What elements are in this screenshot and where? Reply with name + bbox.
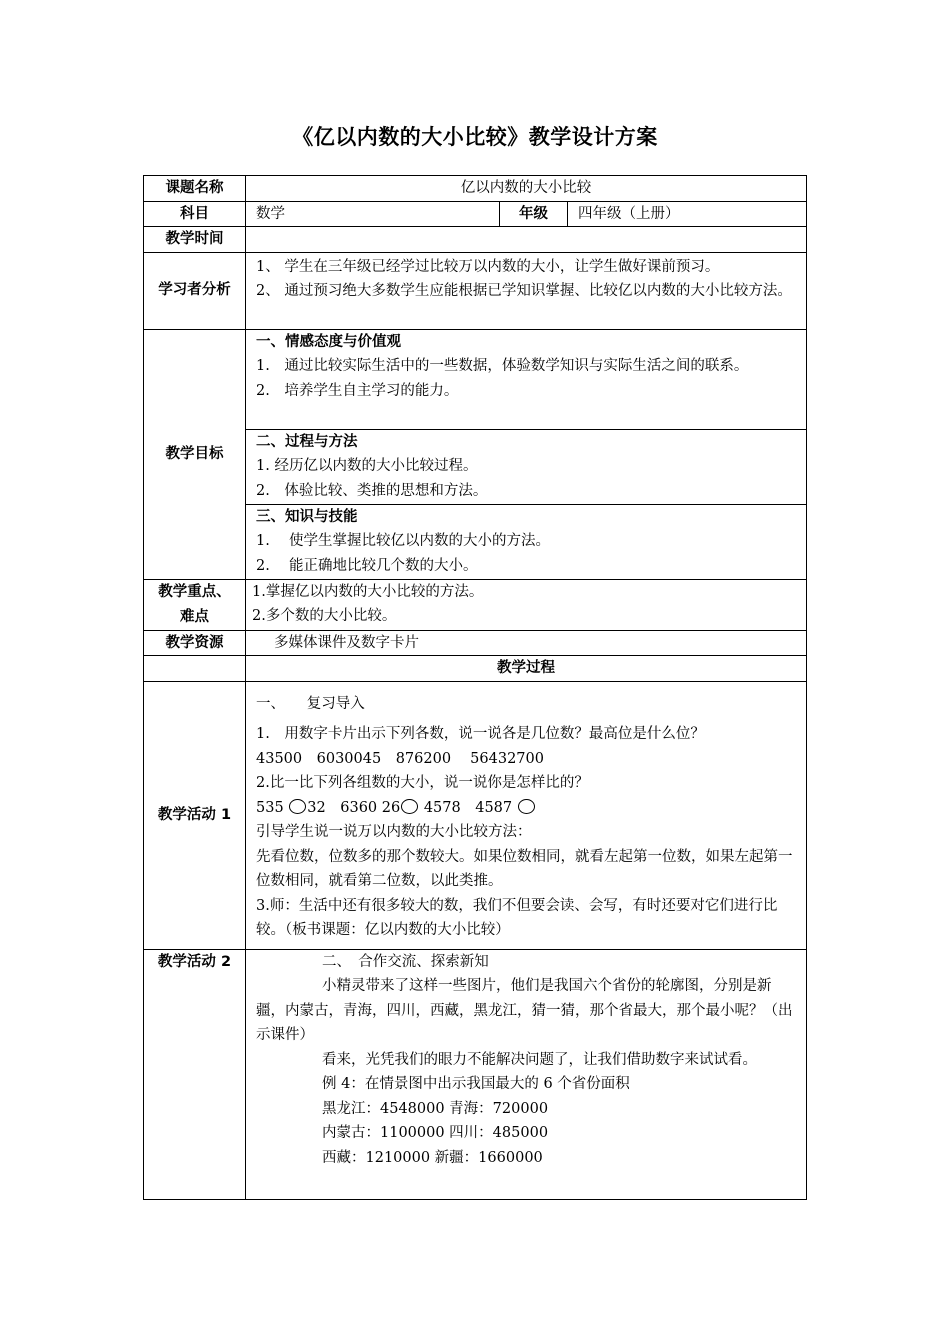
subject-label: 科目 bbox=[144, 201, 246, 227]
compare-num: 32 6360 bbox=[307, 799, 378, 816]
goal-item: 2. 体验比较、类推的思想和方法。 bbox=[256, 482, 488, 499]
goal-heading: 三、知识与技能 bbox=[256, 508, 358, 525]
learner-item: 2、 通过预习绝大多数学生应能根据已学知识掌握、比较亿以内数的大小比较方法。 bbox=[256, 283, 792, 299]
activity1-method: 先看位数，位数多的那个数较大。如果位数相同，就看左起第一位数，如果左起第一位数相同，就看第二位数，以此类推。 bbox=[256, 848, 793, 889]
goal-heading: 一、情感态度与价值观 bbox=[256, 333, 401, 350]
activity1-compare bbox=[256, 796, 796, 821]
row-learner bbox=[144, 252, 807, 329]
row-course bbox=[144, 176, 807, 202]
compare-num: 4578 4587 bbox=[423, 799, 513, 816]
time-label: 教学时间 bbox=[144, 227, 246, 253]
goal-item: 1. 通过比较实际生活中的一些数据，体验数学知识与实际生活之间的联系。 bbox=[256, 358, 749, 374]
resources-label: 教学资源 bbox=[144, 630, 246, 656]
goals-label: 教学目标 bbox=[144, 329, 246, 579]
key-points-label-line: 难点 bbox=[180, 608, 209, 625]
grade-label: 年级 bbox=[500, 201, 568, 227]
blank-circle-icon bbox=[401, 799, 418, 814]
compare-num: 535 bbox=[256, 799, 284, 816]
page-title: 《亿以内数的大小比较》教学设计方案 bbox=[292, 125, 658, 149]
blank-circle-icon bbox=[289, 799, 306, 814]
time-value bbox=[246, 227, 807, 253]
row-activity1 bbox=[144, 681, 807, 949]
activity1-q3: 3.师：生活中还有很多较大的数，我们不但要会读、会写，有时还要对它们进行比较。（板书课题：亿以内数的大小比较） bbox=[256, 897, 778, 938]
activity2-area-line: 内蒙古：1100000 四川：485000 bbox=[322, 1125, 549, 1141]
goal-heading: 二、过程与方法 bbox=[256, 433, 358, 450]
activity1-section: 一、 复习导入 bbox=[256, 695, 365, 712]
compare-num: 26 bbox=[381, 799, 401, 816]
activity2-para: 小精灵带来了这样一些图片，他们是我国六个省份的轮廓图，分别是新疆，内蒙古，青海，四川，西藏，黑龙江，猜一猜，那个省最大，那个最小呢？（出示课件） bbox=[256, 978, 793, 1043]
learner-item: 1、 学生在三年级已经学过比较万以内数的大小，让学生做好课前预习。 bbox=[256, 258, 720, 275]
process-heading: 教学过程 bbox=[246, 656, 807, 682]
key-points-label bbox=[144, 579, 246, 630]
activity2-example: 例 4：在情景图中出示我国最大的 6 个省份面积 bbox=[322, 1076, 630, 1092]
activity1-label: 教学活动 1 bbox=[144, 681, 246, 949]
activity2-area-line: 黑龙江：4548000 青海：720000 bbox=[322, 1100, 549, 1117]
row-subject bbox=[144, 201, 807, 227]
activity2-section: 二、 合作交流、探索新知 bbox=[322, 953, 489, 970]
process-blank bbox=[144, 656, 246, 682]
row-process bbox=[144, 656, 807, 682]
row-activity2 bbox=[144, 949, 807, 1199]
activity2-label: 教学活动 2 bbox=[144, 949, 246, 1199]
goal-item: 2. 能正确地比较几个数的大小。 bbox=[256, 557, 478, 574]
goal-item: 2. 培养学生自主学习的能力。 bbox=[256, 382, 459, 399]
key-point-item: 2.多个数的大小比较。 bbox=[252, 608, 397, 624]
grade-value: 四年级（上册） bbox=[568, 201, 807, 227]
row-key-points bbox=[144, 579, 807, 630]
row-resources bbox=[144, 630, 807, 656]
activity1-numbers: 43500 6030045 876200 56432700 bbox=[256, 750, 544, 767]
lesson-plan-table bbox=[143, 175, 807, 1200]
activity2-para: 看来，光凭我们的眼力不能解决问题了，让我们借助数字来试试看。 bbox=[322, 1051, 757, 1068]
activity2-area-line: 西藏：1210000 新疆：1660000 bbox=[322, 1149, 543, 1166]
blank-circle-icon bbox=[518, 799, 535, 814]
subject-value: 数学 bbox=[246, 201, 500, 227]
activity1-q2: 2.比一比下列各组数的大小，说一说你是怎样比的？ bbox=[256, 775, 589, 791]
goal-item: 1. 经历亿以内数的大小比较过程。 bbox=[256, 458, 478, 474]
row-goals-1 bbox=[144, 329, 807, 429]
activity1-guide: 引导学生说一说万以内数的大小比较方法： bbox=[256, 824, 532, 840]
course-value: 亿以内数的大小比较 bbox=[246, 176, 807, 202]
key-point-item: 1.掌握亿以内数的大小比较的方法。 bbox=[252, 583, 484, 600]
resources-value: 多媒体课件及数字卡片 bbox=[246, 630, 807, 656]
course-label: 课题名称 bbox=[144, 176, 246, 202]
goal-item: 1. 使学生掌握比较亿以内数的大小的方法。 bbox=[256, 533, 550, 549]
key-points-label-line: 教学重点、 bbox=[158, 583, 231, 600]
activity1-q1: 1. 用数字卡片出示下列各数，说一说各是几位数？最高位是什么位？ bbox=[256, 726, 705, 742]
learner-label: 学习者分析 bbox=[144, 252, 246, 329]
row-time bbox=[144, 227, 807, 253]
